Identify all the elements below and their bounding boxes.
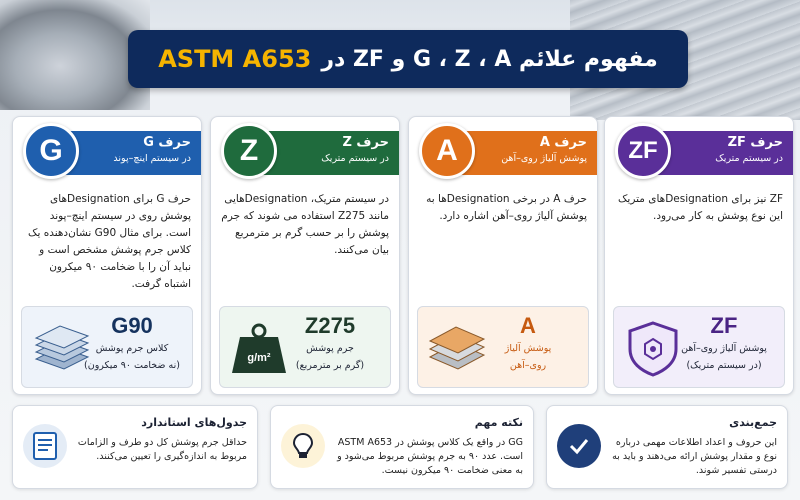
card-header: [211, 117, 399, 181]
example-line-1: پوشش آلیاژ: [504, 343, 552, 354]
title-banner: [128, 30, 688, 88]
card-header: [13, 117, 201, 181]
card-description: حرف G برای Designationهای پوشش روی در سیستم اینچ–پوند است. برای مثال G90 نشان‌دهنده یک کلاس جرم پوشش مشخص است و نباید آن را با ضخامت ۹۰ میکرون اشتباه گرفت.: [28, 193, 191, 290]
card-letter-g: [12, 116, 202, 395]
note-summary: [546, 405, 788, 489]
letter-badge: Z: [221, 123, 277, 179]
note-text: GG در واقع یک کلاس پوشش در ASTM A653 است. عدد ۹۰ به جرم پوشش مربوط می‌شود و به معنی ضخامت ۹۰ میکرون نیست.: [337, 437, 523, 476]
note-text: حداقل جرم پوشش کل دو طرف و الزامات مربوط به اندازه‌گیری را تعیین می‌کنند.: [77, 437, 247, 462]
note-standard-tables: [12, 405, 258, 489]
card-title: حرف A: [539, 135, 587, 150]
card-letter-z: [210, 116, 400, 395]
example-code: Z275: [304, 313, 356, 338]
card-subtitle: پوشش آلیاژ روی–آهن: [501, 153, 587, 164]
card-description: حرف A در برخی Designationها به پوشش آلیاژ روی–آهن اشاره دارد.: [426, 193, 587, 222]
card-example: [21, 306, 193, 388]
example-code: A: [520, 313, 536, 338]
note-title: جمع‌بندی: [729, 416, 777, 429]
example-line-1: کلاس جرم پوشش: [95, 343, 169, 354]
note-title: جدول‌های استاندارد: [141, 416, 247, 429]
note-text: این حروف و اعداد اطلاعات مهمی درباره نوع و مقدار پوشش ارائه می‌دهند و باید به درستی تفسیر شوند.: [612, 437, 777, 476]
card-header-strip: [257, 131, 399, 175]
card-header: [605, 117, 793, 181]
card-subtitle: در سیستم متریک: [321, 153, 389, 164]
card-title: حرف Z: [342, 135, 389, 150]
card-example: [219, 306, 391, 388]
card-description: ZF نیز برای Designationهای متریک این نوع پوشش به کار می‌رود.: [618, 193, 783, 222]
card-description: در سیستم متریک، Designationهایی مانند Z275 استفاده می شوند که جرم پوشش را بر حسب گرم بر مترمربع بیان می‌کنند.: [221, 193, 389, 256]
example-code: ZF: [710, 313, 738, 338]
card-example: [417, 306, 589, 388]
note-title: نکته مهم: [474, 416, 523, 429]
note-important: [270, 405, 534, 489]
page-title: مفهوم علائم G ، Z ، A و ZF در: [321, 46, 658, 72]
example-line-2: (گرم بر مترمربع): [295, 360, 365, 371]
example-line-2: (در سیستم متریک): [686, 360, 762, 371]
card-title: حرف G: [143, 135, 191, 150]
lightbulb-icon: [281, 424, 325, 468]
card-example: [613, 306, 785, 388]
card-subtitle: در سیستم اینچ–پوند: [113, 153, 191, 164]
example-line-1: پوشش آلیاژ روی–آهن: [681, 343, 767, 354]
weight-unit-label: g/m²: [247, 352, 271, 364]
card-title: حرف ZF: [727, 135, 783, 150]
card-header-strip: [59, 131, 201, 175]
card-header-strip: [455, 131, 597, 175]
check-circle-icon: [557, 424, 601, 468]
title-standard: ASTM A653: [158, 45, 312, 73]
letter-badge: A: [419, 123, 475, 179]
example-line-2: روی–آهن: [509, 360, 547, 371]
example-line-1: جرم پوشش: [306, 343, 354, 354]
card-letter-zf: [604, 116, 794, 395]
card-header-strip: [651, 131, 793, 175]
card-subtitle: در سیستم متریک: [715, 153, 783, 164]
example-code: G90: [111, 313, 153, 338]
card-letter-a: [408, 116, 598, 395]
example-line-2: (نه ضخامت ۹۰ میکرون): [84, 360, 180, 371]
document-icon: [23, 424, 67, 468]
letter-badge: ZF: [615, 123, 671, 179]
card-header: [409, 117, 597, 181]
letter-badge: G: [23, 123, 79, 179]
